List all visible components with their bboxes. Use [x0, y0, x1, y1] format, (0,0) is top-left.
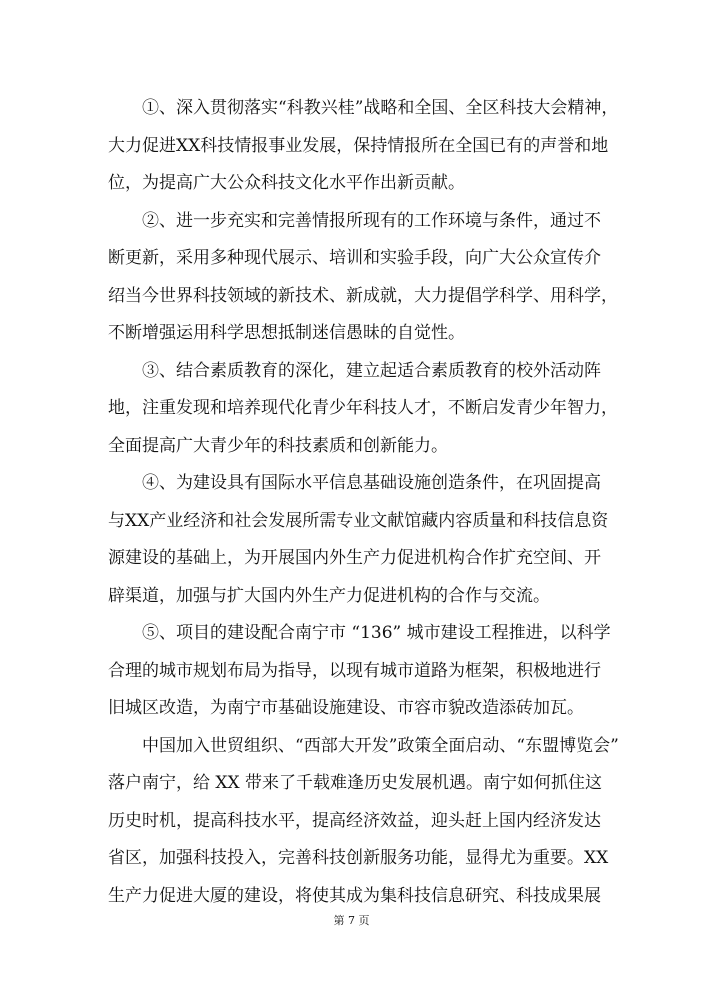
paragraph-line: 全面提高广大青少年的科技素质和创新能力。: [108, 435, 448, 456]
paragraph-line: ②、进一步充实和完善情报所现有的工作环境与条件，通过不: [142, 210, 601, 231]
paragraph-line: 省区，加强科技投入，完善科技创新服务功能，显得尤为重要。XX: [108, 848, 609, 868]
paragraph-line: 断更新，采用多种现代展示、培训和实验手段，向广大公众宣传介: [108, 248, 601, 268]
paragraph-line: ③、结合素质教育的深化，建立起适合素质教育的校外活动阵: [142, 360, 601, 381]
paragraph-line: 不断增强运用科学思想抵制迷信愚昧的自觉性。: [108, 323, 465, 343]
paragraph-line: 合理的城市规划布局为指导，以现有城市道路为框架，积极地进行: [108, 660, 601, 681]
paragraph-line: ④、为建设具有国际水平信息基础设施创造条件，在巩固提高: [142, 473, 601, 493]
paragraph-line: 历史时机，提高科技水平，提高经济效益，迎头赶上国内经济发达: [108, 810, 601, 831]
paragraph-line: 落户南宁，给 XX 带来了千载难逢历史发展机遇。南宁如何抓住这: [108, 773, 603, 793]
paragraph-line: 源建设的基础上，为开展国内外生产力促进机构合作扩充空间、开: [108, 548, 601, 568]
paragraph-line: 辟渠道，加强与扩大国内外生产力促进机构的合作与交流。: [108, 585, 550, 606]
paragraph-3: [108, 353, 618, 466]
paragraph-line: 地，注重发现和培养现代化青少年科技人才，不断启发青少年智力，: [108, 398, 618, 418]
paragraph-1: [108, 90, 619, 203]
page-number-footer: 第 7 页: [333, 914, 370, 927]
paragraph-line: 旧城区改造，为南宁市基础设施建设、市容市貌改造添砖加瓦。: [108, 698, 584, 718]
paragraph-line: 大力促进XX科技情报事业发展，保持情报所在全国已有的声誉和地: [108, 135, 609, 156]
paragraph-line: ⑤、项目的建设配合南宁市 “136” 城市建设工程推进，以科学: [142, 623, 611, 643]
paragraph-5: [108, 615, 611, 728]
paragraph-4: [108, 465, 609, 615]
paragraph-6: [108, 728, 619, 916]
paragraph-line: 位，为提高广大公众科技文化水平作出新贡献。: [108, 173, 465, 193]
paragraph-line: 与XX产业经济和社会发展所需专业文献馆藏内容质量和科技信息资: [108, 510, 609, 531]
paragraph-line: ①、深入贯彻落实“科教兴桂”战略和全国、全区科技大会精神，: [142, 98, 619, 118]
paragraph-2: [108, 203, 618, 353]
document-body: [108, 90, 619, 915]
paragraph-line: 绍当今世界科技领域的新技术、新成就，大力提倡学科学、用科学，: [108, 285, 618, 306]
paragraph-line: 中国加入世贸组织、“西部大开发”政策全面启动、“东盟博览会”: [142, 735, 619, 756]
paragraph-line: 生产力促进大厦的建设，将使其成为集科技信息研究、科技成果展: [108, 885, 601, 906]
